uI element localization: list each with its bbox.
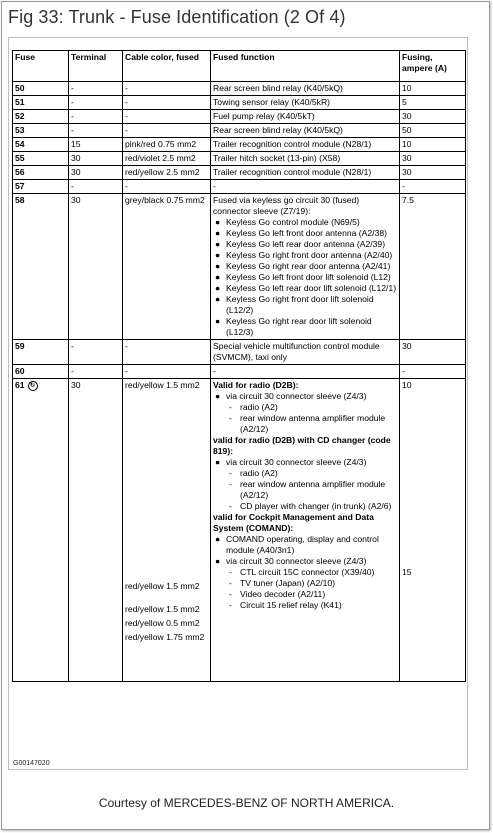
fusing-ampere: 5: [400, 96, 466, 110]
figure-title: Fig 33: Trunk - Fuse Identification (2 Of 4): [8, 7, 346, 27]
group-heading: valid for radio (D2B) with CD changer (code 819):: [213, 435, 391, 456]
fusing-ampere: 15: [402, 567, 412, 577]
list-item-text: CTL circuit 15C connector (X39/40): [240, 567, 375, 577]
fusing-ampere: 50: [400, 124, 466, 138]
fusing-ampere: 30: [400, 152, 466, 166]
dash-icon: -: [229, 479, 232, 489]
terminal: 30: [69, 152, 123, 166]
terminal: -: [69, 82, 123, 96]
terminal: 30: [69, 166, 123, 180]
dash-icon: -: [229, 589, 232, 599]
list-item-text: Keyless Go left rear door antenna (A2/39): [226, 239, 386, 249]
list-item: [213, 391, 397, 402]
bullet-icon: ●: [215, 239, 221, 249]
fuse-number: 51: [13, 96, 69, 110]
function-intro: Fused via keyless go circuit 30 (fused) connector sleeve (Z7/19):: [213, 195, 360, 216]
dash-icon: -: [229, 501, 232, 511]
bullet-icon: ●: [215, 457, 221, 467]
table-row: [13, 166, 466, 180]
terminal: -: [69, 110, 123, 124]
cable-color: -: [123, 365, 211, 379]
bullet-icon: ●: [215, 272, 221, 282]
dash-icon: -: [229, 578, 232, 588]
table-header-row: [13, 51, 466, 82]
cable-color: red/yellow 0.5 mm2: [125, 618, 200, 628]
list-item: [213, 272, 397, 283]
list-item: [213, 578, 397, 589]
table-row: [13, 110, 466, 124]
list-item: [213, 228, 397, 239]
fuse-number: 61: [15, 380, 25, 390]
list-item-text: via circuit 30 connector sleeve (Z4/3): [226, 556, 367, 566]
bullet-icon: ●: [215, 391, 221, 401]
dash-icon: -: [229, 567, 232, 577]
list-item-text: radio (A2): [240, 468, 278, 478]
list-item: [213, 479, 397, 501]
table-row: [13, 138, 466, 152]
list-item-text: rear window antenna amplifier module (A2/12): [240, 479, 386, 500]
group-heading: valid for Cockpit Management and Data System (COMAND):: [213, 512, 374, 533]
fuse-symbol-icon: ↻: [28, 381, 38, 391]
cable-color: -: [123, 110, 211, 124]
list-item: [213, 589, 397, 600]
fuse-number: 55: [13, 152, 69, 166]
table-row-58: [13, 194, 466, 340]
list-item: [213, 261, 397, 272]
list-item-text: Keyless Go control module (N69/5): [226, 217, 360, 227]
list-item-text: Keyless Go right rear door antenna (A2/41): [226, 261, 391, 271]
fusing-ampere: 10: [400, 82, 466, 96]
dash-icon: -: [229, 468, 232, 478]
fuse-number: 52: [13, 110, 69, 124]
list-item: [213, 534, 397, 556]
list-item: [213, 402, 397, 413]
list-item-text: Keyless Go left front door lift solenoid (L12): [226, 272, 391, 282]
table-row: [13, 180, 466, 194]
list-item: [213, 501, 397, 512]
list-item: [213, 600, 397, 611]
cable-color: -: [123, 96, 211, 110]
table-row: [13, 96, 466, 110]
list-item: [213, 316, 397, 338]
bullet-icon: ●: [215, 316, 221, 326]
table-row: [13, 124, 466, 138]
header-cable: Cable color, fused: [123, 51, 211, 82]
fused-function: Rear screen blind relay (K40/5kQ): [211, 82, 400, 96]
dash-icon: -: [229, 402, 232, 412]
header-terminal: Terminal: [69, 51, 123, 82]
fuse-number: 56: [13, 166, 69, 180]
fusing-ampere: 10: [400, 138, 466, 152]
list-item: [213, 239, 397, 250]
cable-color: grey/black 0.75 mm2: [123, 194, 211, 340]
fusing-ampere: -: [400, 180, 466, 194]
cable-color: red/yellow 1.75 mm2: [125, 632, 205, 642]
list-item-text: via circuit 30 connector sleeve (Z4/3): [226, 457, 367, 467]
list-item-text: Keyless Go right front door lift solenoid (L12/2): [226, 294, 374, 315]
list-item: [213, 457, 397, 468]
fusing-ampere: 10: [402, 380, 412, 390]
list-item: [213, 294, 397, 316]
terminal: 30: [69, 194, 123, 340]
fused-function: -: [211, 180, 400, 194]
terminal: -: [69, 124, 123, 138]
list-item-text: Keyless Go left rear door lift solenoid (L12/1): [226, 283, 397, 293]
fuse-number: 54: [13, 138, 69, 152]
bullet-icon: ●: [215, 283, 221, 293]
list-item-text: Keyless Go right rear door lift solenoid (L12/3): [226, 316, 372, 337]
list-item-text: radio (A2): [240, 402, 278, 412]
fuse-number: 50: [13, 82, 69, 96]
fused-function: [211, 194, 400, 340]
terminal: 15: [69, 138, 123, 152]
fusing-ampere-cell: [400, 379, 466, 682]
list-item: [213, 468, 397, 479]
fuse-table: [12, 50, 466, 682]
cable-color: -: [123, 340, 211, 365]
terminal: 30: [69, 379, 123, 682]
list-item: [213, 556, 397, 567]
spacer: [402, 391, 463, 567]
dash-icon: -: [229, 413, 232, 423]
spacer: [125, 391, 208, 581]
table-row-59: [13, 340, 466, 365]
courtesy-line: Courtesy of MERCEDES-BENZ OF NORTH AMERICA.: [98, 796, 395, 810]
bullet-icon: ●: [215, 534, 221, 544]
bullet-icon: ●: [215, 294, 221, 304]
group-heading: Valid for radio (D2B):: [213, 380, 299, 390]
cable-color: red/violet 2.5 mm2: [123, 152, 211, 166]
table-row: [13, 82, 466, 96]
figure-code: G00147020: [13, 760, 50, 767]
header-fusing: Fusing, ampere (A): [400, 51, 466, 82]
header-function: Fused function: [211, 51, 400, 82]
cable-color-cell: [123, 379, 211, 682]
fused-function: Trailer recognition control module (N28/1): [211, 166, 400, 180]
list-item-text: via circuit 30 connector sleeve (Z4/3): [226, 391, 367, 401]
list-item-text: Video decoder (A2/11): [240, 589, 326, 599]
fused-function: [211, 379, 400, 682]
fuse-number: 57: [13, 180, 69, 194]
terminal: -: [69, 365, 123, 379]
fused-function: Trailer recognition control module (N28/1): [211, 138, 400, 152]
list-item: [213, 413, 397, 435]
fusing-ampere: 30: [400, 166, 466, 180]
list-item: [213, 567, 397, 578]
table-row-60: [13, 365, 466, 379]
fused-function: Special vehicle multifunction control module (SVMCM), taxi only: [211, 340, 400, 365]
bullet-icon: ●: [215, 228, 221, 238]
terminal: -: [69, 96, 123, 110]
fused-function: Fuel pump relay (K40/5kT): [211, 110, 400, 124]
fuse-number: 58: [13, 194, 69, 340]
list-item-text: rear window antenna amplifier module (A2/12): [240, 413, 386, 434]
fusing-ampere: -: [400, 365, 466, 379]
fused-function: Towing sensor relay (K40/5kR): [211, 96, 400, 110]
fuse-number-cell: [13, 379, 69, 682]
fused-function: Rear screen blind relay (K40/5kQ): [211, 124, 400, 138]
fusing-ampere: 7.5: [400, 194, 466, 340]
fused-function: -: [211, 365, 400, 379]
list-item: [213, 250, 397, 261]
list-item: [213, 283, 397, 294]
fuse-number: 60: [13, 365, 69, 379]
cable-color: pink/red 0.75 mm2: [123, 138, 211, 152]
cable-color: red/yellow 1.5 mm2: [125, 380, 200, 390]
cable-color: -: [123, 82, 211, 96]
cable-color: -: [123, 124, 211, 138]
cable-color: -: [123, 180, 211, 194]
bullet-icon: ●: [215, 261, 221, 271]
table-row: [13, 152, 466, 166]
bullet-icon: ●: [215, 217, 221, 227]
dash-icon: -: [229, 600, 232, 610]
fuse-number: 59: [13, 340, 69, 365]
list-item-text: TV tuner (Japan) (A2/10): [240, 578, 336, 588]
list-item-text: Keyless Go left front door antenna (A2/38): [226, 228, 387, 238]
table-row-61: [13, 379, 466, 682]
cable-color: red/yellow 1.5 mm2: [125, 581, 200, 591]
cable-color: red/yellow 2.5 mm2: [123, 166, 211, 180]
list-item: [213, 217, 397, 228]
terminal: -: [69, 340, 123, 365]
fusing-ampere: 30: [400, 340, 466, 365]
list-item-text: Keyless Go right front door antenna (A2/40): [226, 250, 393, 260]
list-item-text: COMAND operating, display and control module (A40/3n1): [226, 534, 379, 555]
list-item-text: Circuit 15 relief relay (K41): [240, 600, 342, 610]
fusing-ampere: 30: [400, 110, 466, 124]
bullet-icon: ●: [215, 556, 221, 566]
cable-color: red/yellow 1.5 mm2: [125, 604, 200, 614]
fuse-number: 53: [13, 124, 69, 138]
list-item-text: CD player with changer (in trunk) (A2/6): [240, 501, 392, 511]
terminal: -: [69, 180, 123, 194]
bullet-icon: ●: [215, 250, 221, 260]
fused-function: Trailer hitch socket (13-pin) (X58): [211, 152, 400, 166]
header-fuse: Fuse: [13, 51, 69, 82]
spacer: [125, 592, 208, 604]
